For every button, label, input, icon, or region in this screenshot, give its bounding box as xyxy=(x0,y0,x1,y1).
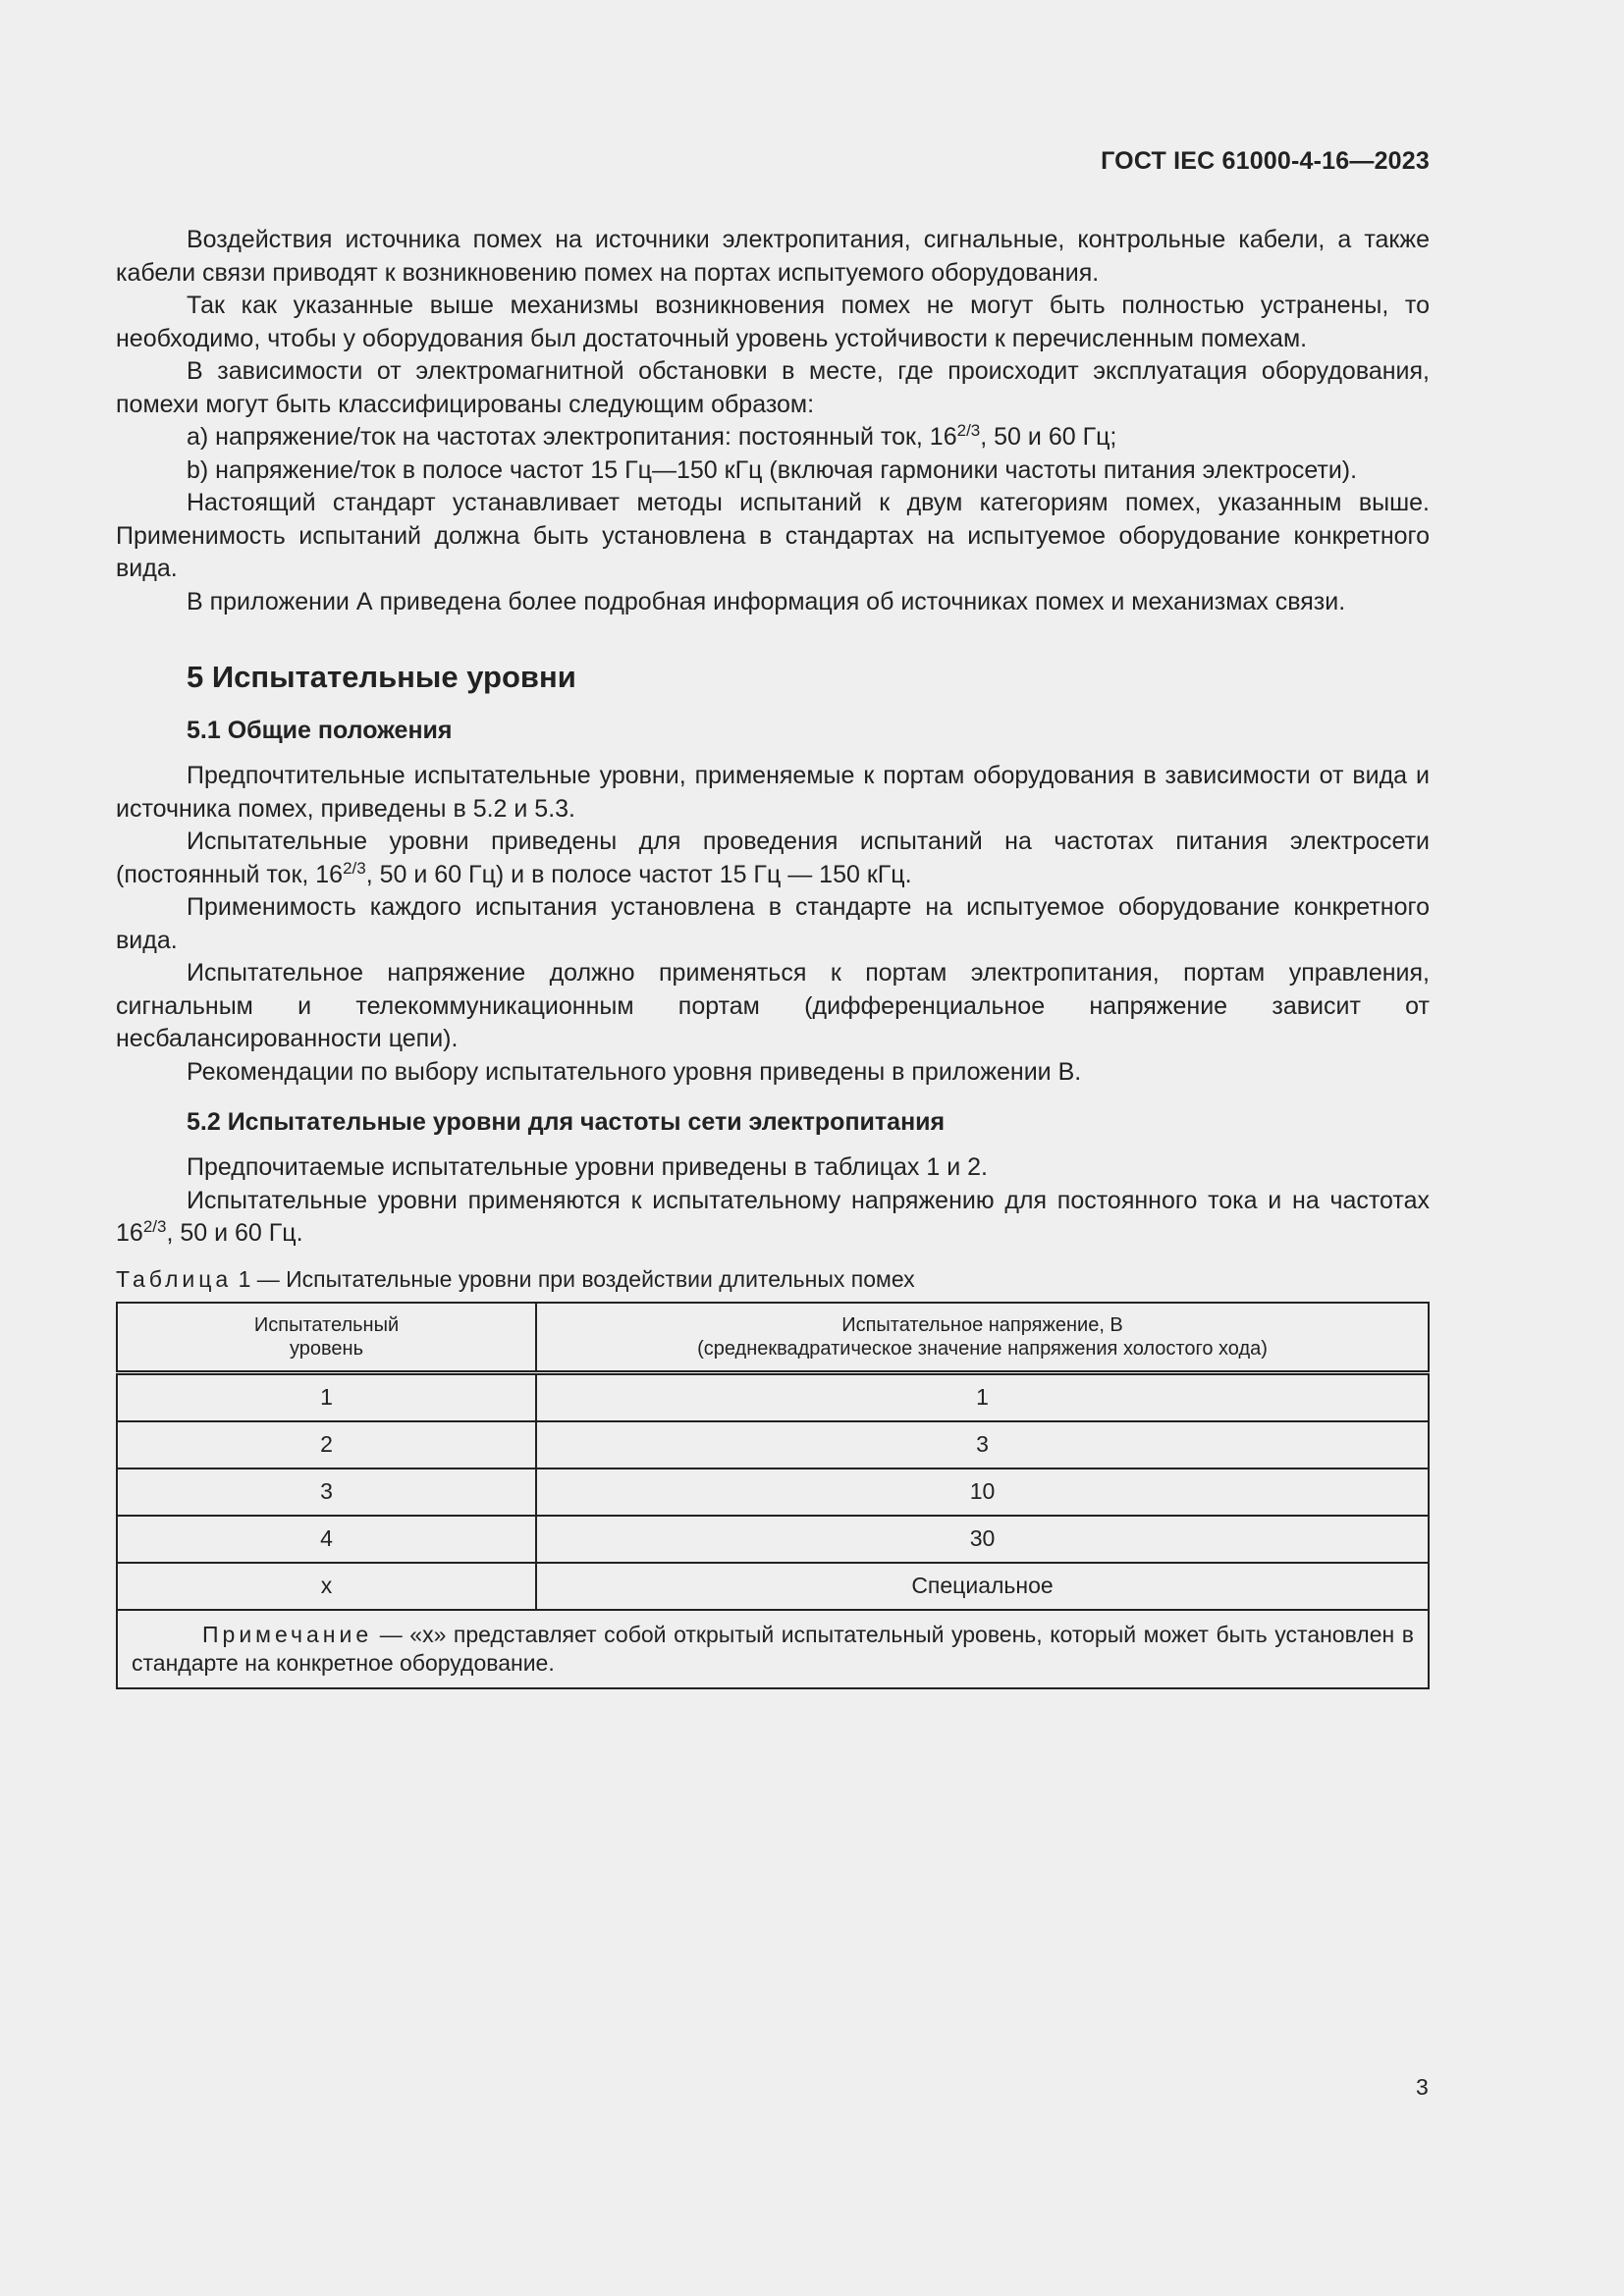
cell-voltage: 10 xyxy=(536,1468,1429,1516)
s51-paragraph-5: Рекомендации по выбору испытательного уровня приведены в приложении В. xyxy=(187,1057,1082,1086)
cell-voltage: 30 xyxy=(536,1516,1429,1563)
s52-paragraph-1: Предпочитаемые испытательные уровни приведены в таблицах 1 и 2. xyxy=(187,1153,988,1181)
table-note-row xyxy=(117,1610,1429,1688)
document-id: ГОСТ IEC 61000-4-16—2023 xyxy=(1101,147,1430,175)
table-row xyxy=(117,1468,1429,1516)
list-item-b: b) напряжение/ток в полосе частот 15 Гц—150 кГц (включая гармоники частоты питания электросети). xyxy=(187,455,1358,484)
s51-paragraph-2: Испытательные уровни приведены для проведения испытаний на частотах питания электросети (постоянный ток, $16^{2/3}$, 50 и 60 Гц) и в полосе частот 15 Гц — 150 кГц. xyxy=(116,828,1430,888)
note-label: Примечание xyxy=(202,1621,373,1647)
section-5-2-title: 5.2 Испытательные уровни для частоты сети электропитания xyxy=(187,1108,946,1136)
cell-level: 1 xyxy=(117,1372,536,1421)
table-header-row xyxy=(117,1303,1429,1373)
page-content xyxy=(116,224,1430,1689)
intro-paragraph-3: В зависимости от электромагнитной обстановки в месте, где происходит эксплуатация оборудования, помехи могут быть классифицированы следующим образом: xyxy=(116,357,1430,418)
s51-paragraph-3: Применимость каждого испытания установлена в стандарте на испытуемое оборудование конкретного вида. xyxy=(116,893,1430,954)
cell-level: 4 xyxy=(117,1516,536,1563)
section-5-title: 5 Испытательные уровни xyxy=(187,660,576,694)
cell-level: 3 xyxy=(117,1468,536,1516)
cell-level: x xyxy=(117,1563,536,1610)
cell-voltage: 1 xyxy=(536,1372,1429,1421)
table-row xyxy=(117,1421,1429,1468)
page-number: 3 xyxy=(1416,2074,1429,2100)
section-5-1-title: 5.1 Общие положения xyxy=(187,717,453,744)
table-row xyxy=(117,1372,1429,1421)
table-row xyxy=(117,1563,1429,1610)
intro-paragraph-5: В приложении А приведена более подробная информация об источниках помех и механизмах связи. xyxy=(187,587,1346,615)
s51-paragraph-4: Испытательное напряжение должно применяться к портам электропитания, портам управления, сигнальным и телекоммуникационным портам (дифференциальное напряжение зависит от несбалансированности цепи). xyxy=(116,959,1430,1052)
header-test-level: Испытательный уровень xyxy=(117,1303,536,1373)
intro-paragraph-4: Настоящий стандарт устанавливает методы испытаний к двум категориям помех, указанным выше. Применимость испытаний должна быть установлена в стандартах на испытуемое оборудование конкретного вида. xyxy=(116,489,1430,582)
cell-level: 2 xyxy=(117,1421,536,1468)
intro-paragraph-1: Воздействия источника помех на источники электропитания, сигнальные, контрольные кабели, а также кабели связи приводят к возникновению помех на портах испытуемого оборудования. xyxy=(116,226,1430,287)
header-test-voltage: Испытательное напряжение, В (среднеквадратическое значение напряжения холостого хода) xyxy=(536,1303,1429,1373)
list-item-a: a) напряжение/ток на частотах электропитания: постоянный ток, $16^{2/3}$, 50 и 60 Гц; xyxy=(187,421,1117,451)
intro-paragraph-2: Так как указанные выше механизмы возникновения помех не могут быть полностью устранены, то необходимо, чтобы у оборудования был достаточный уровень устойчивости к перечисленным помехам. xyxy=(116,292,1430,352)
cell-voltage: Специальное xyxy=(536,1563,1429,1610)
s51-paragraph-1: Предпочтительные испытательные уровни, применяемые к портам оборудования в зависимости от вида и источника помех, приведены в 5.2 и 5.3. xyxy=(116,762,1430,823)
table-1 xyxy=(116,1302,1430,1689)
table-row xyxy=(117,1516,1429,1563)
cell-voltage: 3 xyxy=(536,1421,1429,1468)
s52-paragraph-2: Испытательные уровни применяются к испытательному напряжению для постоянного тока и на частотах $16^{2/3}$, 50 и 60 Гц. xyxy=(116,1186,1430,1247)
note-text: — «х» представляет собой открытый испытательный уровень, который может быть установлен в стандарте на конкретное оборудование. xyxy=(132,1621,1414,1676)
table-note xyxy=(117,1610,1429,1688)
table-1-caption: Таблица 1 — Испытательные уровни при воздействии длительных помех xyxy=(116,1265,915,1292)
